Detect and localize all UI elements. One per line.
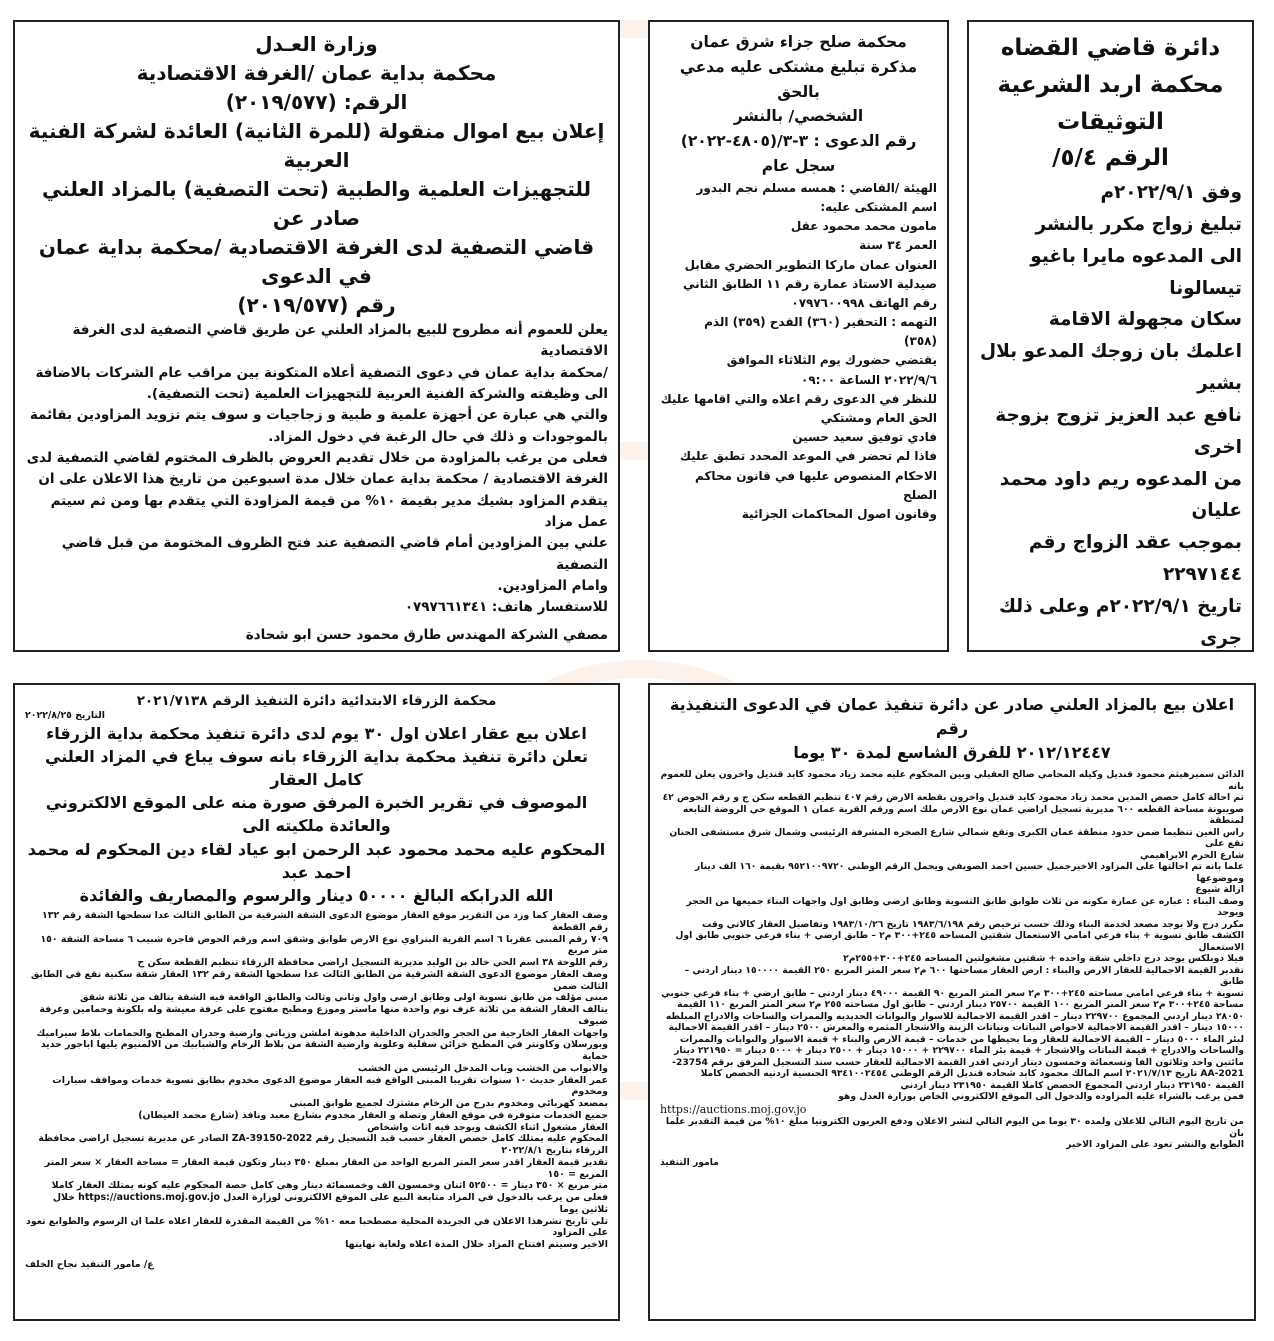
text-line: (٣٥٨) — [904, 334, 937, 349]
text-line: تقدير القيمة الاجمالية للعقار الارض والبناء : ارض العقار مساحتها ٦٠٠ م٢ سعر المتر المربع ٢٥٠ القيمة ١٥٠٠٠٠ دينار اردني – طابق — [684, 964, 1244, 987]
text-line: علني بين المزاودين أمام قاضي التصفية عند فتح الظروف المختومة من قبل قاضي التصفية — [61, 535, 608, 573]
text-line: رقم الهاتف ٠٧٩٧٦٠٠٩٩٨ — [791, 295, 937, 310]
text-line: تاريخ ٢٠٢٢/٩/١م وعلى ذلك جرى — [998, 595, 1242, 649]
text-line: تم احالة كامل حصص المدين محمد زياد محمود كايد قنديل واخرون بقطعة الارض رقم ٤٠٧ تنظيم القطعه سكن ج و رقم الحوض ٤٢ — [662, 792, 1244, 803]
text-line: من المدعوه ريم داود محمد عليان — [999, 468, 1242, 522]
court-name: محكمة صلح جزاء شرق عمان — [690, 33, 907, 51]
text-line: القيمة ٢٣١٩٥٠ دينار اردني المجموع الحصص كاملا القيمة ٢٣١٩٥٠ دينار اردني — [900, 1079, 1244, 1091]
text-line: صويبونة مساحة القطعه ٦٠٠ مديرية تسجيل اراضي عمان نوع الارض ملك اسم ورقم القرية عمان ١ الموقع حي الروضة التابعه لمنطقة — [682, 803, 1244, 826]
notice-title: الموصوف في تقرير الخبرة المرفق صورة منه على الموقع الالكتروني والعائدة ملكيته الى — [45, 793, 588, 836]
text-line: الهيئة /القاضي : همسه مسلم نجم البدور — [696, 180, 937, 195]
text-line: وامام المزاودين. — [497, 577, 608, 594]
text-line: يتالف العقار الشقة من ثلاثة غرف نوم واحدة منها ماستر وموزع ومطبخ مفتوح على غرفة معيشة وله بلكونة وحمامين وغرفة ضيوف — [39, 1004, 608, 1027]
notice-title: الله الدرابكه البالغ ٥٠٠٠٠ دينار والرسوم والمصاريف والفائدة — [79, 885, 554, 905]
text-line: وصف البناء : عباره عن عمارة مكونه من ثلاث طوابق طابق التسوية وطابق ارضي وطابق اول واجهات البناء جميعها من الحجر ويوجد — [686, 895, 1244, 918]
text-line: بموجب عقد الزواج رقم ٢٢٩٧١٤٤ — [1028, 532, 1242, 585]
text-line: ٢٨٠٥٠ دينار اردني المجموع ٢٢٩٧٠٠ دينار – اقدر القيمة الاجمالية للاسوار والبوابات الحديديه والممرات والساحات والادراج المبلطه — [665, 1010, 1244, 1022]
signature: مامور التنفيذ — [660, 1156, 719, 1168]
notice-title: دائرة قاضي القضاه — [1000, 35, 1221, 61]
reference-number: الرقم: (٢٠١٩/٥٧٧) — [225, 90, 408, 114]
signature: مصفي الشركة المهندس طارق محمود حسن ابو شحادة — [245, 626, 608, 643]
text-line: AA-2021 تاريخ ٢٠٢١/٧/١٣ اسم المالك محمود كايد شحاده قنديل الرقم الوطني ٩٣٤١٠٠٢٤٥٤ الجنسية اردنيه الحصص كاملا — [700, 1068, 1244, 1079]
text-line: من تاريخ اليوم التالي للاعلان ولمده ٣٠ يوما من اليوم التالي لنشر الاعلان ودفع العربون الكترونيا مبلغ ١٠% من قيمة التقدير علما بان — [665, 1116, 1244, 1139]
notice-summons — [648, 20, 949, 652]
text-line: راس العين تنظيما ضمن حدود منطقة عمان الكبرى وتقع شمالي شارع الصخره المشرفة الرئيسي وشمال شرق مستشفى الحنان تقع على — [669, 826, 1244, 849]
notice-title: قاضي التصفية لدى الغرفة الاقتصادية /محكمة بداية عمان في الدعوى — [38, 235, 595, 288]
text-line: الاحكام المنصوص عليها في قانون محاكم الصلح — [695, 468, 937, 502]
notice-amman-execution — [648, 683, 1256, 1321]
text-line: فادي توفيق سعيد حسين — [792, 430, 937, 445]
text-line: لبئر الماء ٥٠٠٠ دينار – القيمة الاجمالية للعقار وما يحيطها من خدمات – قيمة الارض والبناء + قيمة الاسوار والبوابات والممرات — [680, 1033, 1244, 1045]
text-line: شارع الحرم الابراهيمي — [1140, 849, 1244, 861]
text-line: العمر ٣٤ سنة — [859, 238, 937, 253]
date-line: التاريخ ٢٠٢٢/٨/٢٥ — [25, 709, 105, 721]
text-line: التهمه : التحقير (٣٦٠) القدح (٣٥٩) الذم — [704, 315, 937, 330]
text-line: واجهات العقار الخارجية من الحجر والجدران الداخلية مدهونة املشن وزياتي وارضية وجدران المطبخ والحمامات بلاط سيراميك — [36, 1027, 608, 1039]
ministry-name: وزارة العـدل — [255, 32, 378, 56]
text-line: الطوابع والنشر تعود على المزاود الاخير — [1066, 1139, 1244, 1151]
text-line: ٧٠٩ رقم المبنى عقربا ٦ اسم القرية البتراوي نوع الارض طوابق وشقق اسم ورقم الحوض فاجرة شبيب ٦ مساحة الشقة ١٥٠ متر مربع — [40, 933, 608, 957]
text-line: تسوية + بناء فرعي امامي مساحته ٢٤٥+٣٠٠ م٢ سعر المتر المربع ٩٠ القيمة ٤٩٠٠٠ دينار اردني – طابق ارضي + بناء فرعي جنوبي — [661, 987, 1244, 999]
notice-liquidation-sale — [13, 20, 620, 652]
text-line: فعلى من يرغب بالمزاودة من خلال تقديم العروض بالظرف المختوم لقاضي التصفية لدى — [26, 449, 608, 466]
text-line: فيلا دوبلكس يوجد درج داخلي شقة واحده + شقتين مشغولتين المساحه ٢٤٥+٣٠٠+٢٥٥م٢ — [843, 953, 1244, 964]
notice-title: إعلان بيع اموال منقولة (للمرة الثانية) العائدة لشركة الفنية العربية — [28, 119, 605, 172]
text-line: والتي هي عبارة عن أجهزة علمية و طبية و زجاجيات و سوف يتم تزويد المزاودين بقائمة — [29, 407, 608, 424]
text-line: مبنى مؤلف من طابق تسوية اولى وطابق ارضي واول وثاني وثالث والطابق الواقعة فيه الشقة يتالف من ثلاثة شقق — [80, 992, 608, 1004]
text-line: للنظر في الدعوى رقم اعلاه والتي اقامها عليك — [660, 391, 937, 406]
text-line: العنوان عمان ماركا التطوير الحضري مقابل — [684, 257, 937, 272]
text-line: مساحة ٢٤٥+٣٠٠ م٢ سعر المتر المربع ١٠٠ القيمة ٢٥٧٠٠ دينار اردني – طابق اول مساحته ٢٥٥ م٢ سعر المتر المربع ١١٠ القيمة — [677, 999, 1244, 1010]
text-line: ١٥٠٠٠ دينار – اقدر القيمة الاجمالية لاحواض النباتات ونباتات الزينة والاشجار المثمره والمعرش ٢٥٠٠ دينار – اقدر القيمة الاجمالية — [668, 1022, 1244, 1033]
notice-title: ٢٠١٢/١٢٤٤٧ للفرق الشاسع لمدة ٣٠ يوما — [793, 743, 1111, 762]
text-line: رقم اللوحة ٣٨ اسم الحي خالد بن الوليد مديرية التسجيل اراضي محافظة الزرقاء تنظيم القطعة سكن ج — [137, 957, 608, 969]
notice-title: الشخصي/ بالنشر — [733, 107, 864, 126]
text-line: تقدير قيمة العقار اقدر سعر المتر المربع الواحد من العقار بمبلغ ٣٥٠ دينار وتكون قيمة العقار = مساحة العقار × سعر المتر المربع = ١٥٠ — [44, 1156, 608, 1180]
text-line: تلي تاريخ نشرهذا الاعلان في الجريدة المحلية مصطحبا معه ١٠% من القيمة المقدرة للعقار اعلاه علما ان الرسوم والطوابع تعود على المزاود — [26, 1215, 608, 1239]
text-line: بمصعد كهربائي ومخدوم بدرج من الرخام مشترك لجميع طوابق المبنى — [289, 1098, 608, 1110]
text-line: الزرقاء بتاريخ ٢٠٢٢/٨/١ — [501, 1145, 608, 1157]
court-name: محكمة اربد الشرعية التوثيقات — [997, 71, 1224, 135]
text-line: وبورسلان وكاونتر في المطبخ خزائن سفلية وعلوية وارضية الشقة من بلاط الرخام والشبابيك من الالمنيوم يليها اباجور حديد حماية — [40, 1039, 608, 1063]
text-line: بالموجودات و ذلك في حال الرغبة في دخول المزاد. — [268, 428, 608, 445]
text-line: الى المدعوه مايرا باغيو تيسالونا — [1030, 245, 1242, 299]
notice-title: للتجهيزات العلمية والطبية (تحت التصفية) بالمزاد العلني صادر عن — [41, 177, 592, 230]
text-line: يتقدم المزاود بشيك مدير بقيمة ١٠% من قيمة المزاودة التي يتقدم بها ومن ثم سيتم عمل مزاد — [50, 492, 608, 530]
text-line: الغرفة الاقتصادية / محكمة بداية عمان خلال مدة اسبوعين من تاريخ هذا الاعلان على ان — [38, 471, 608, 488]
auction-link[interactable]: https://auctions.moj.gov.jo — [660, 1102, 807, 1116]
contact-phone: للاستفسار هاتف: ٠٧٩٧٦٦١٣٤١ — [404, 599, 608, 616]
text-line: جميع الخدمات متوفرة في موقع العقار وتصله و العقار مخدوم بشارع معبد ونافذ (شارع محمد العيطان) — [138, 1109, 608, 1121]
notice-title: المحكوم عليه محمد محمود عبد الرحمن ابو عياد لقاء دين المحكوم له محمد احمد عبد — [27, 839, 606, 882]
text-line: فمن يرغب بالشراء عليه المزاوده والدخول الى الموقع الالكتروني الخاص بوزارة العدل وهو — [838, 1091, 1244, 1102]
notice-title: اعلان بيع بالمزاد العلني صادر عن دائرة تنفيذ عمان في الدعوى التنفيذية رقم — [669, 695, 1235, 738]
signature: ع/ مامور التنفيذ نجاح الخلف — [25, 1258, 154, 1270]
notice-title: مذكرة تبليغ مشتكى عليه مدعي بالحق — [679, 57, 918, 101]
text-line: علما بانه تم احالتها على المزاود الاخيرجميل حسين احمد الصويفي ويحمل الرقم الوطني ٩٥٢١٠٠٩٧٢٠ بقيمة ١٦٠ الف دينار وموضوعها — [694, 861, 1244, 884]
text-line: ٢٠٢٢/٩/٦ الساعة ٠٩:٠٠ — [801, 372, 937, 387]
text-line: فعلى من يرغب بالدخول في المزاد متابعة البيع على الموقع الالكتروني لوزارة العدل https://auctions.moj.gov.jo خلال ثلاثين يوما — [52, 1192, 608, 1215]
text-line: سكان مجهولة الاقامة — [1048, 309, 1242, 331]
text-line: مائتين واحد وثلاثون الفا وتسعمائة وخمسون دينار اردني اقدر القيمة الاجمالية للعقار حسب سند التسجيل المرفق برقم 23754- — [672, 1056, 1244, 1068]
text-line: اعلمك بان زوجك المدعو بلال بشير — [980, 341, 1242, 395]
court-header: محكمة الزرقاء الابتدائية دائرة التنفيذ الرقم ٢٠٢١/٧١٣٨ — [136, 693, 497, 709]
text-line: يعلن للعموم أنه مطروح للبيع بالمزاد العلني عن طريق قاضي التصفية لدى الغرفة الاقتصادية — [72, 322, 608, 360]
notice-title: تعلن دائرة تنفيذ محكمة بداية الزرقاء بانه سوف يباع في المزاد العلني كامل العقار — [45, 746, 588, 789]
text-line: الى وظيفته والشركة الفنية العربية للتجهيزات العلمية (تحت التصفية). — [146, 385, 608, 402]
text-line: العقار مشغول اثناء الكشف ويوجد فيه اثاث واشخاص — [367, 1121, 608, 1133]
text-line: مكرر درج ولا يوجد مصعد لخدمة البناء وذلك حسب ترخيص رقم ١٩٨٣/٦/١٩٨ تاريخ ١٩٨٣/١٠/٢٦ وتفاصيل العقار كالاتي وقت — [701, 918, 1244, 930]
text-line: نافع عبد العزيز تزوج بزوجة اخرى — [995, 404, 1242, 458]
text-line: والابواب من الخشب وباب المدخل الرئيسي من الخشب — [357, 1062, 608, 1074]
text-line: والساحات والادراج + قيمة النباتات والاشجار + قيمة بئر الماء ٢٢٩٧٠٠ + ١٥٠٠٠ دينار + ٢٥٠٠ دينار + ٥٠٠٠ دينار = ٢٢١٩٥٠ دينار — [674, 1045, 1244, 1056]
notice-title: رقم (٢٠١٩/٥٧٧) — [237, 293, 396, 317]
text-line: الحق العام ومشتكي — [820, 411, 937, 426]
notice-marriage — [967, 20, 1254, 652]
text-line: /محكمة بداية عمان في دعوى التصفية أعلاه المتكونة بين مراقب عام الشركات بالاضافة — [35, 364, 608, 381]
text-line: عمر العقار حديث ١٠ سنوات تقريبا المبنى الواقع فيه العقار موضوع الدعوى مخدوم بطابق تسوية خدمات ومواقف سيارات ومخدوم — [52, 1074, 608, 1098]
case-number: رقم الدعوى : ٣-٣/(٤٨٠٥-٢٠٢٢) — [680, 132, 917, 151]
reference-number: الرقم ٥/٤/ — [1052, 145, 1169, 172]
court-name: محكمة بداية عمان /الغرفة الاقتصادية — [136, 61, 497, 85]
text-line: وصف العقار موضوع الدعوى الشقة الشرقية من الطابق الثالث عدا سطحها الشقة رقم ١٣٢ العقار شقة سكنية تقع في الطابق الثالث ضمن — [30, 968, 608, 992]
notice-zarqa-execution — [13, 683, 620, 1321]
notice-subject: تبليغ زواج مكرر بالنشر — [1035, 214, 1242, 235]
text-line: الاخير وسيتم افتتاح المزاد خلال المدة اعلاه ولغاية نهايتها — [345, 1239, 608, 1251]
text-line: اسم المشتكى عليه: — [820, 199, 937, 214]
text-line: صيدلية الاستاذ عمارة رقم ١١ الطابق الثاني — [683, 276, 937, 291]
date-line: وفق ٢٠٢٢/٩/١م — [1100, 182, 1242, 204]
text-line: وصف العقار كما ورد من التقرير موقع العقار موضوع الدعوى الشقة الشرقية من الطابق الثالث عدا سطحها الشقة رقم ١٣٢ رقم القطعة — [42, 910, 608, 933]
text-line: ازالة شيوع — [1195, 884, 1244, 895]
text-line: مامون محمد محمود عقل — [790, 219, 937, 234]
text-line: فاذا لم تحضر في الموعد المحدد تطبق عليك — [679, 449, 937, 464]
notice-title: اعلان بيع عقار اعلان اول ٣٠ يوم لدى دائرة تنفيذ محكمة بداية الزرقاء — [46, 723, 587, 743]
text-line: يقتضي حضورك يوم الثلاثاء الموافق — [726, 353, 937, 368]
text-line: الكشف طابق تسوية + بناء فرعي امامي الاستعمال شقتين المساحه ٢٤٥+٣٠٠ م٢ – طابق ارضي + بناء فرعي جنوبي طابق اول الاستعمال — [675, 930, 1244, 953]
register-label: سجل عام — [761, 156, 836, 175]
text-line: متر مربع × ٣٥٠ دينار = ٥٢٥٠٠ اثنان وخمسون الف وخمسمائة دينار وهي كامل حصة المحكوم عليه كونه يمتلك العقار كاملا — [51, 1180, 608, 1192]
text-line: المحكوم عليه يمتلك كامل حصص العقار حسب قيد التسجيل رقم 2022-ZA-39150 الصادر عن مديرية تسجيل اراضي محافظة — [38, 1133, 608, 1145]
text-line: الدائن سميرهيثم محمود قنديل وكيله المحامي صالح العقيلي وبين المحكوم عليه محمد زياد محمود كايد قنديل واخرون يعلن للعموم بانه — [660, 769, 1244, 792]
text-line: وقانون اصول المحاكمات الجزائية — [741, 506, 937, 521]
